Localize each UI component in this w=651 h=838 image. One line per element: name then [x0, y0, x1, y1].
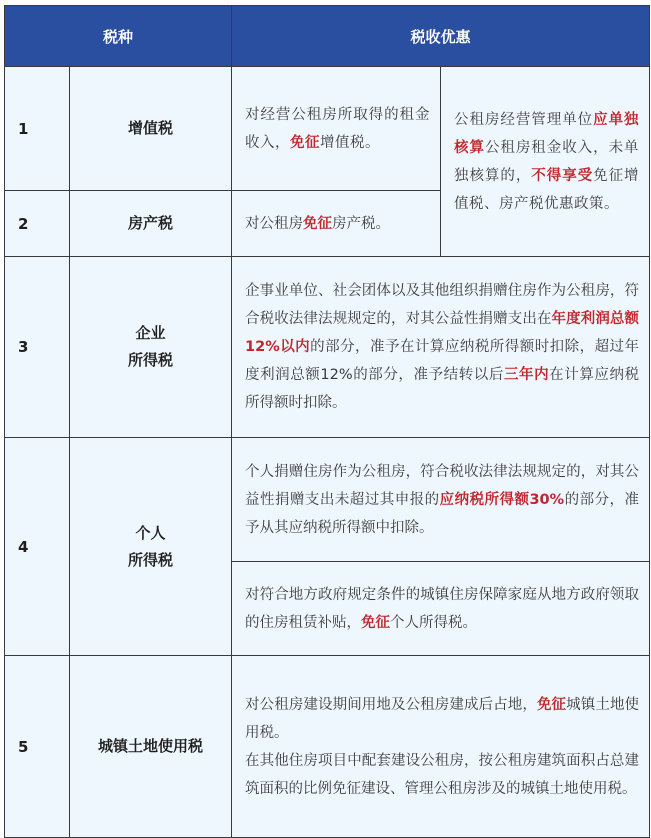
tax-preference-text [232, 191, 441, 257]
tax-preference-text [232, 257, 650, 438]
table-row-3 [5, 257, 650, 438]
table-row-1 [5, 67, 650, 191]
table-row-5 [5, 656, 650, 838]
tax-name-line: 房产税 [128, 214, 174, 232]
row-number: 2 [5, 191, 70, 257]
row-number: 1 [5, 67, 70, 191]
tax-preference-paragraph [245, 747, 639, 803]
header-row [5, 6, 650, 67]
body-text: 免征增值税、房产税优惠政策。 [454, 167, 640, 212]
body-text: 的部分，准予在计算应纳税所得额时扣除，超过年度利润总额12%的部分，准予结转以后 [245, 339, 640, 383]
body-text: 对符合地方政府规定条件的城镇住房保障家庭从地方政府领取的住房租赁补贴， [245, 586, 640, 631]
tax-preference-text [232, 438, 650, 562]
highlight-text: 三年内 [503, 367, 550, 383]
highlight-text: 不得享受 [531, 167, 594, 184]
body-text: 公租房经营管理单位 [454, 111, 594, 128]
tax-name [70, 191, 232, 257]
body-text: 个人所得税。 [390, 614, 478, 631]
tax-name-line: 所得税 [128, 550, 174, 569]
body-text: 对公租房建设期间用地及公租房建成后占地， [245, 696, 537, 713]
tax-name-line: 所得税 [128, 351, 174, 369]
row-number: 3 [5, 257, 70, 438]
body-text: 公租房租金收入，未单独核算的， [454, 139, 640, 184]
body-text: 房产税。 [332, 215, 391, 232]
tax-name [70, 67, 232, 191]
header-tax-preference: 税收优惠 [232, 6, 650, 67]
tax-preference-text [232, 67, 441, 191]
tax-name-line: 增值税 [128, 119, 174, 137]
body-text: 个人捐赠住房作为公租房，符合税收法律法规规定的，对其公益性捐赠支出未超过其申报的 [245, 463, 640, 508]
body-text: 在其他住房项目中配套建设公租房，按公租房建筑面积占总建筑面积的比例免征建设、管理公租房涉及的城镇土地使用税。 [245, 752, 640, 797]
tax-preference-paragraph [245, 691, 639, 747]
highlight-text: 应单独核算 [454, 111, 640, 156]
tax-preference-text [232, 656, 650, 838]
highlight-text: 免征 [361, 614, 391, 631]
body-text: 城镇土地使用税。 [245, 696, 640, 741]
shared-note [441, 67, 650, 257]
row-number: 4 [5, 438, 70, 656]
body-text: 的部分，准予从其应纳税所得额中扣除。 [245, 491, 640, 536]
body-text: 增值税。 [320, 134, 381, 151]
highlight-text: 免征 [536, 696, 567, 713]
highlight-text: 免征 [303, 215, 333, 232]
header-tax-type: 税种 [5, 6, 232, 67]
body-text: 企事业单位、社会团体以及其他组织捐赠住房作为公租房，符合税收法律法规规定的，对其公益性捐赠支出在 [245, 283, 640, 327]
tax-name [70, 656, 232, 838]
body-text: 对经营公租房所取得的租金收入， [245, 106, 431, 151]
row-number: 5 [5, 656, 70, 838]
table-row-4 [5, 438, 650, 562]
tax-name-line: 个人 [135, 523, 166, 542]
tax-name-line: 企业 [135, 324, 166, 342]
tax-name [70, 438, 232, 656]
body-text: 在计算应纳税所得额时扣除。 [245, 367, 640, 411]
tax-preference-table [4, 5, 650, 838]
highlight-text: 年度利润总额12%以内 [245, 311, 640, 355]
tax-name [70, 257, 232, 438]
tax-preference-text [232, 562, 650, 656]
body-text: 对公租房 [245, 215, 304, 232]
highlight-text: 免征 [290, 134, 321, 151]
highlight-text: 应纳税所得额30% [439, 491, 565, 508]
tax-name-line: 城镇土地使用税 [98, 737, 204, 755]
